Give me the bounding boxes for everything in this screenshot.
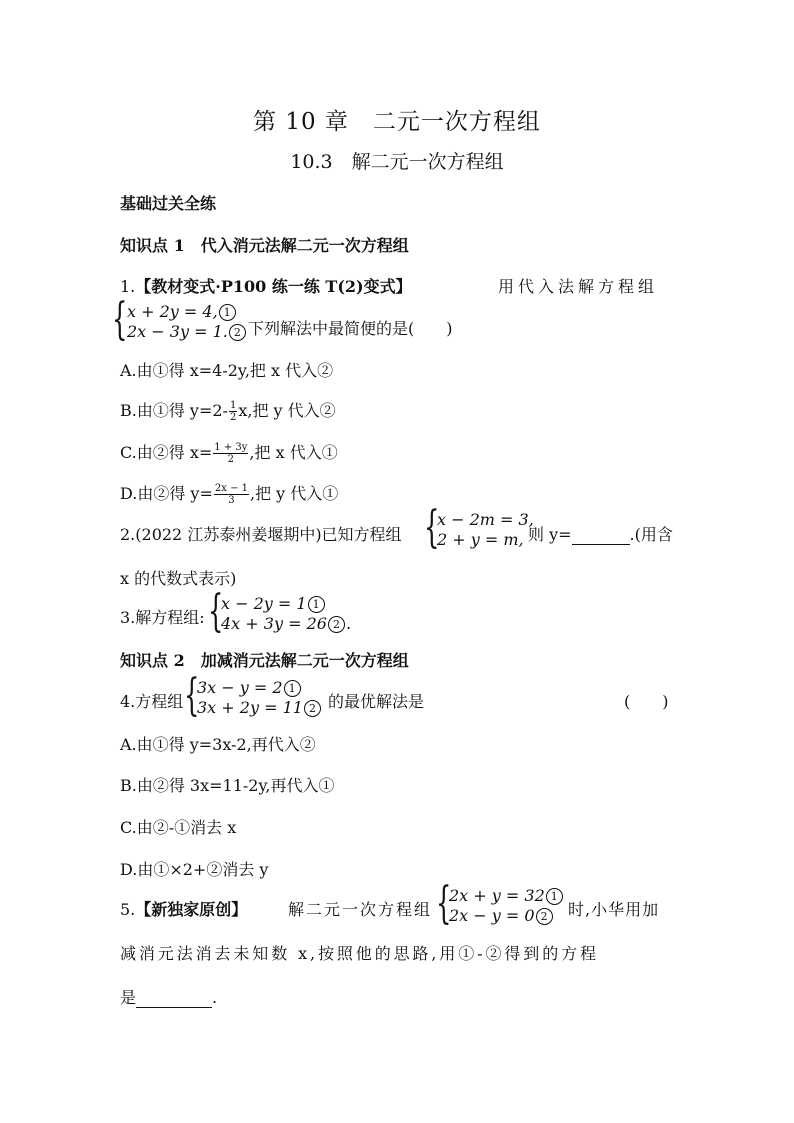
q1-option-b-fraction [229,400,237,423]
q4-eq1-text: 3x − y = 2 [197,678,283,697]
q2-eq1: x − 2m = 3, [437,510,534,529]
q4-option-c: C.由②-①消去 x [120,818,237,837]
q3-eq2-mark: 2 [328,616,345,633]
q2-answer [528,522,673,545]
q4-option-a: A.由①得 y=3x-2,再代入② [120,735,316,754]
q4-answer-paren[interactable]: ( ) [624,692,669,711]
q1-number [120,274,412,297]
q3-eq1 [221,594,326,613]
q4-eq1 [197,678,302,697]
knowledge-point-2-title: 知识点 2 加减消元法解二元一次方程组 [120,651,409,670]
q4-equation-system [184,670,334,721]
q5-eq1 [449,886,564,905]
q1-option-d-fraction [214,483,249,506]
q4-eq2-mark: 2 [304,700,321,717]
q1-option-c [120,440,338,465]
q4-eq2 [197,698,322,717]
q1-option-b [120,398,336,423]
q4-option-b: B.由②得 3x=11-2y,再代入① [120,776,335,795]
q1-option-c-fraction [213,442,248,465]
q1-option-d-post: ,把 y 代入① [250,484,339,503]
q4-post: 的最优解法是 [328,692,425,711]
q2-answer-blank[interactable] [572,525,630,545]
q5-pre: 解二元一次方程组 [288,900,433,919]
q5-equation-system [436,878,576,929]
q5-line3 [120,985,217,1008]
q1-eq2 [127,322,247,341]
q2-pre: 2.(2022 江苏泰州姜堰期中)已知方程组 [120,525,402,544]
q3-eq2-text: 4x + 3y = 26 [221,614,327,633]
q5-post: 时,小华用加 [568,900,660,919]
chapter-title: 第 10 章 二元一次方程组 [253,109,541,135]
section-label: 基础过关全练 [120,194,217,213]
q1-option-b-post: x,把 y 代入② [238,401,336,420]
q5-eq2-text: 2x − y = 0 [449,906,535,925]
q5-line2: 减消元法消去未知数 x,按照他的思路,用①-②得到的方程 [120,944,599,963]
q1-option-d-numerator: 2x − 1 [214,483,248,494]
q5-eq1-mark: 1 [546,888,563,905]
q4-eq2-text: 3x + 2y = 11 [197,698,303,717]
q4-eq1-mark: 1 [284,680,301,697]
q3-tail: . [345,614,352,633]
q5-answer-blank[interactable] [136,988,212,1008]
q1-option-c-post: ,把 x 代入① [249,443,338,462]
knowledge-point-1-title: 知识点 1 代入消元法解二元一次方程组 [120,236,409,255]
q5-eq2-mark: 2 [536,908,553,925]
q1-num: 1. [120,277,136,296]
q3-equation-system [208,586,378,637]
q1-option-d [120,481,338,506]
q1-eq1-mark: 1 [219,304,236,321]
q5-line3-pre: 是 [120,988,137,1007]
section-title: 10.3 解二元一次方程组 [290,151,504,173]
q5-eq2 [449,906,554,925]
q1-option-b-pre: B.由①得 y=2- [120,401,228,420]
q1-option-a: A.由①得 x=4-2y,把 x 代入② [120,361,334,380]
q3-eq1-mark: 1 [308,596,325,613]
q1-option-b-denominator: 2 [229,412,237,423]
brace-symbol: { [112,294,128,345]
q1-option-d-denominator: 3 [228,495,235,506]
q2-post: 则 y= [528,525,572,544]
q5-eq1-text: 2x + y = 32 [449,886,545,905]
q4-option-d: D.由①×2+②消去 y [120,860,269,879]
q1-eq1-text: x + 2y = 4, [127,302,218,321]
q1-option-c-numerator: 1 + 3y [214,442,248,453]
q1-eq1 [127,302,237,321]
q1-tail: 下列解法中最简便的是( ) [248,319,453,338]
q1-option-d-pre: D.由②得 y= [120,484,213,503]
q1-option-c-denominator: 2 [227,454,235,465]
q3-eq1-text: x − 2y = 1 [221,594,307,613]
q3-pre: 3.解方程组: [120,608,205,627]
q1-option-b-numerator: 1 [229,400,237,411]
brace-symbol: { [424,502,440,553]
q5-line3-post: . [212,988,218,1007]
q2-tail: .(用含 [629,525,673,544]
q4-pre: 4.方程组 [120,692,184,711]
q1-tag: 【教材变式·P100 练一练 T(2)变式】 [135,277,412,296]
q2-eq2: 2 + y = m, [437,530,524,549]
q5-num: 5. [120,900,136,919]
brace-symbol: { [436,878,452,929]
brace-symbol: { [208,586,224,637]
brace-symbol: { [184,670,200,721]
q5-head [120,897,247,920]
q5-tag: 【新独家原创】 [135,900,248,919]
q1-eq2-mark: 2 [229,324,246,341]
q2-line2: x 的代数式表示) [120,569,237,588]
q3-eq2 [221,614,351,633]
q1-eq2-text: 2x − 3y = 1. [127,322,228,341]
q1-option-c-pre: C.由②得 x= [120,443,213,462]
q1-stem: 用代入法解方程组 [498,277,659,296]
